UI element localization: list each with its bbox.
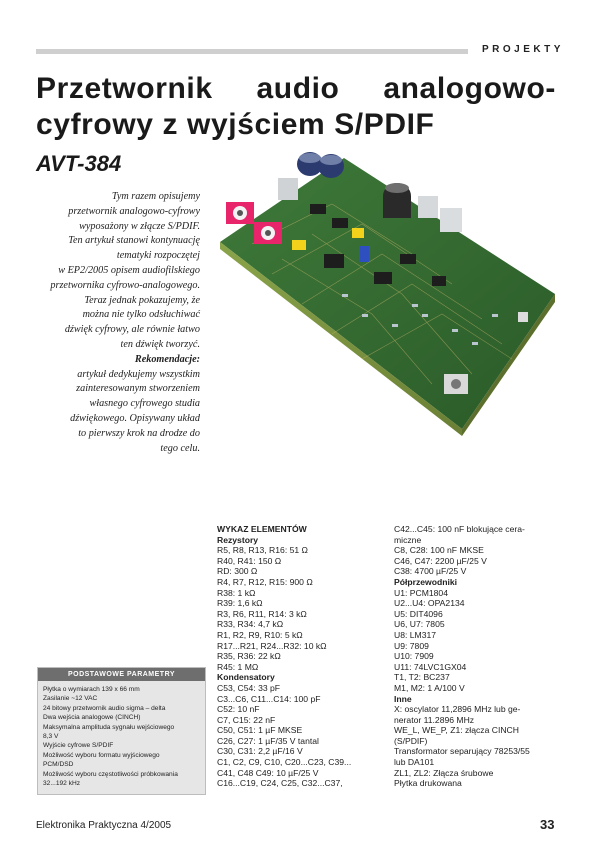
parts-item: (S/PDIF) [394, 735, 428, 746]
parameter-item: Zasilanie ~12 VAC [43, 695, 98, 703]
parameter-item: Dwa wejścia analogowe (CINCH) [43, 714, 141, 722]
parts-item: RD: 300 Ω [217, 566, 258, 577]
intro-line: można nie tylko odsłuchiwać [82, 309, 200, 321]
parameter-item: Możliwość wyboru formatu wyjściowego [43, 751, 160, 759]
parts-item: X: oscylator 11,2896 MHz lub ge- [394, 704, 521, 715]
parts-heading: WYKAZ ELEMENTÓW [217, 524, 307, 534]
parts-item: WE_L, WE_P, Z1: złącza CINCH [394, 725, 519, 736]
parts-item: M1, M2: 1 A/100 V [394, 682, 465, 693]
pcb-photo [212, 144, 555, 436]
parts-list-column-2 [394, 524, 554, 789]
heatsink [278, 178, 298, 200]
recommendation-label: Rekomendacje: [134, 353, 200, 365]
parameter-item: PCM/DSD [43, 761, 74, 769]
parameters-box [37, 667, 206, 795]
recommendation-line: zainteresowanym stworzeniem [76, 383, 200, 395]
parts-item: R17...R21, R24...R32: 10 kΩ [217, 640, 327, 651]
intro-line: przetwornik analogowo-cyfrowy [68, 205, 200, 217]
parts-item: C8, C28: 100 nF MKSE [394, 545, 484, 556]
parts-item: R33, R34: 4,7 kΩ [217, 619, 284, 630]
parameter-item: 8,3 V [43, 733, 59, 741]
intro-paragraph [44, 190, 200, 353]
parts-item: R4, R7, R12, R15: 900 Ω [217, 576, 313, 587]
title-line-2: cyfrowy z wyjściem S/PDIF [36, 108, 435, 141]
parts-item: R3, R6, R11, R14: 3 kΩ [217, 608, 307, 619]
magazine-footer: Elektronika Praktyczna 4/2005 [36, 820, 172, 831]
parts-item: U2...U4: OPA2134 [394, 598, 465, 609]
parameter-item: Płytka o wymiarach 139 x 66 mm [43, 686, 140, 693]
parts-item: U8: LM317 [394, 629, 437, 640]
parts-item: ZL1, ZL2: Złącza śrubowe [394, 767, 494, 778]
parts-item: C30, C31: 2,2 µF/16 V [217, 746, 303, 757]
intro-line: ten dźwięk tworzyć. [120, 338, 200, 350]
intro-line: w EP2/2005 opisem audiofilskiego [58, 264, 200, 276]
parts-item: C50, C51: 1 µF MKSE [217, 725, 303, 736]
parts-item: C53, C54: 33 pF [217, 682, 281, 693]
parts-item: miczne [394, 534, 422, 545]
parts-item: U5: DIT4096 [394, 608, 443, 619]
parts-item: U9: 7809 [394, 640, 429, 651]
jumper [352, 228, 364, 238]
parts-item: U10: 7909 [394, 651, 434, 662]
parts-heading: Kondensatory [217, 672, 275, 683]
parts-item: U6, U7: 7805 [394, 619, 445, 630]
parts-heading: Półprzewodniki [394, 576, 458, 587]
parts-item: R35, R36: 22 kΩ [217, 651, 281, 662]
parts-list-column-1 [217, 524, 382, 789]
title-line-1: Przetwornik audio analogowo- [36, 72, 556, 105]
parts-item: U1: PCM1804 [394, 587, 448, 598]
page-number: 33 [540, 817, 555, 832]
parts-item: C26, C27: 1 µF/35 V tantal [217, 735, 319, 746]
parameters-list [38, 681, 205, 788]
parameter-item: 24 bitowy przetwornik audio sigma – delta [43, 704, 166, 712]
parts-item: C7, C15: 22 nF [217, 714, 276, 725]
parts-item: R38: 1 kΩ [217, 587, 256, 598]
parts-item: R40, R41: 150 Ω [217, 555, 282, 566]
intro-line: tematyki rozpoczętej [116, 250, 200, 262]
heatsink [418, 196, 438, 218]
parts-item: R39: 1,6 kΩ [217, 598, 263, 609]
parts-item: C46, C47: 2200 µF/25 V [394, 555, 487, 566]
parts-item: C16...C19, C24, C25, C32...C37, [217, 778, 343, 789]
intro-text [44, 190, 200, 456]
parameter-item: 32...192 kHz [43, 780, 81, 788]
recommendation-paragraph [44, 353, 200, 457]
recommendation-line: to pierwszy krok na drodze do [78, 427, 200, 439]
parts-item: C42...C45: 100 nF blokujące cera- [394, 524, 525, 534]
parameter-item: Możliwość wyboru częstotliwości próbkowania [43, 770, 178, 778]
intro-line: Teraz jednak pokazujemy, że [84, 294, 200, 306]
intro-line: przetwornika cyfrowo-analogowego. [50, 279, 200, 291]
intro-line: dźwięk cyfrowy, ale równie łatwo [64, 324, 200, 336]
article-code: AVT-384 [36, 151, 122, 176]
parts-item: R5, R8, R13, R16: 51 Ω [217, 545, 308, 556]
parts-item: C38: 4700 µF/25 V [394, 566, 467, 577]
parameters-title: PODSTAWOWE PARAMETRY [38, 668, 205, 681]
parts-item: C3...C6, C11...C14: 100 pF [217, 693, 321, 704]
button [518, 312, 528, 322]
parts-item: Transformator separujący 78253/55 [394, 746, 530, 757]
parts-item: lub DA101 [394, 757, 435, 768]
heatsink [440, 208, 462, 232]
recommendation-line: dźwiękowego. Opisywany układ [70, 412, 200, 424]
intro-line: wyposażony w złącze S/PDIF. [79, 220, 200, 232]
intro-line: Ten artykuł stanowi kontynuację [68, 235, 200, 247]
parameter-item: Maksymalna amplituda sygnału wejściowego [43, 723, 175, 731]
parts-item: U11: 74LVC1GX04 [394, 661, 467, 672]
parts-item: Płytka drukowana [394, 778, 462, 789]
parts-heading: Rezystory [217, 534, 259, 545]
recommendation-line: artykuł dedykujemy wszystkim [77, 368, 200, 380]
recommendation-line: własnego cyfrowego studia [89, 398, 200, 410]
parts-item: R1, R2, R9, R10: 5 kΩ [217, 629, 303, 640]
parts-item: C52: 10 nF [217, 704, 260, 715]
parts-item: C1, C2, C9, C10, C20...C23, C39... [217, 757, 352, 768]
parts-item: T1, T2: BC237 [394, 672, 450, 683]
intro-line: Tym razem opisujemy [111, 191, 200, 202]
header-rule [36, 49, 468, 54]
parts-item: R45: 1 MΩ [217, 661, 259, 672]
recommendation-line: tego celu. [160, 442, 200, 454]
parts-heading: Inne [394, 693, 412, 704]
parts-item: nerator 11.2896 MHz [394, 714, 475, 725]
article-title [36, 71, 556, 143]
section-label: PROJEKTY [482, 44, 564, 55]
jumper [292, 240, 306, 250]
trimmer [360, 246, 369, 262]
parameter-item: Wyjście cyfrowe S/PDIF [43, 742, 114, 750]
parts-item: C41, C48 C49: 10 µF/25 V [217, 767, 319, 778]
